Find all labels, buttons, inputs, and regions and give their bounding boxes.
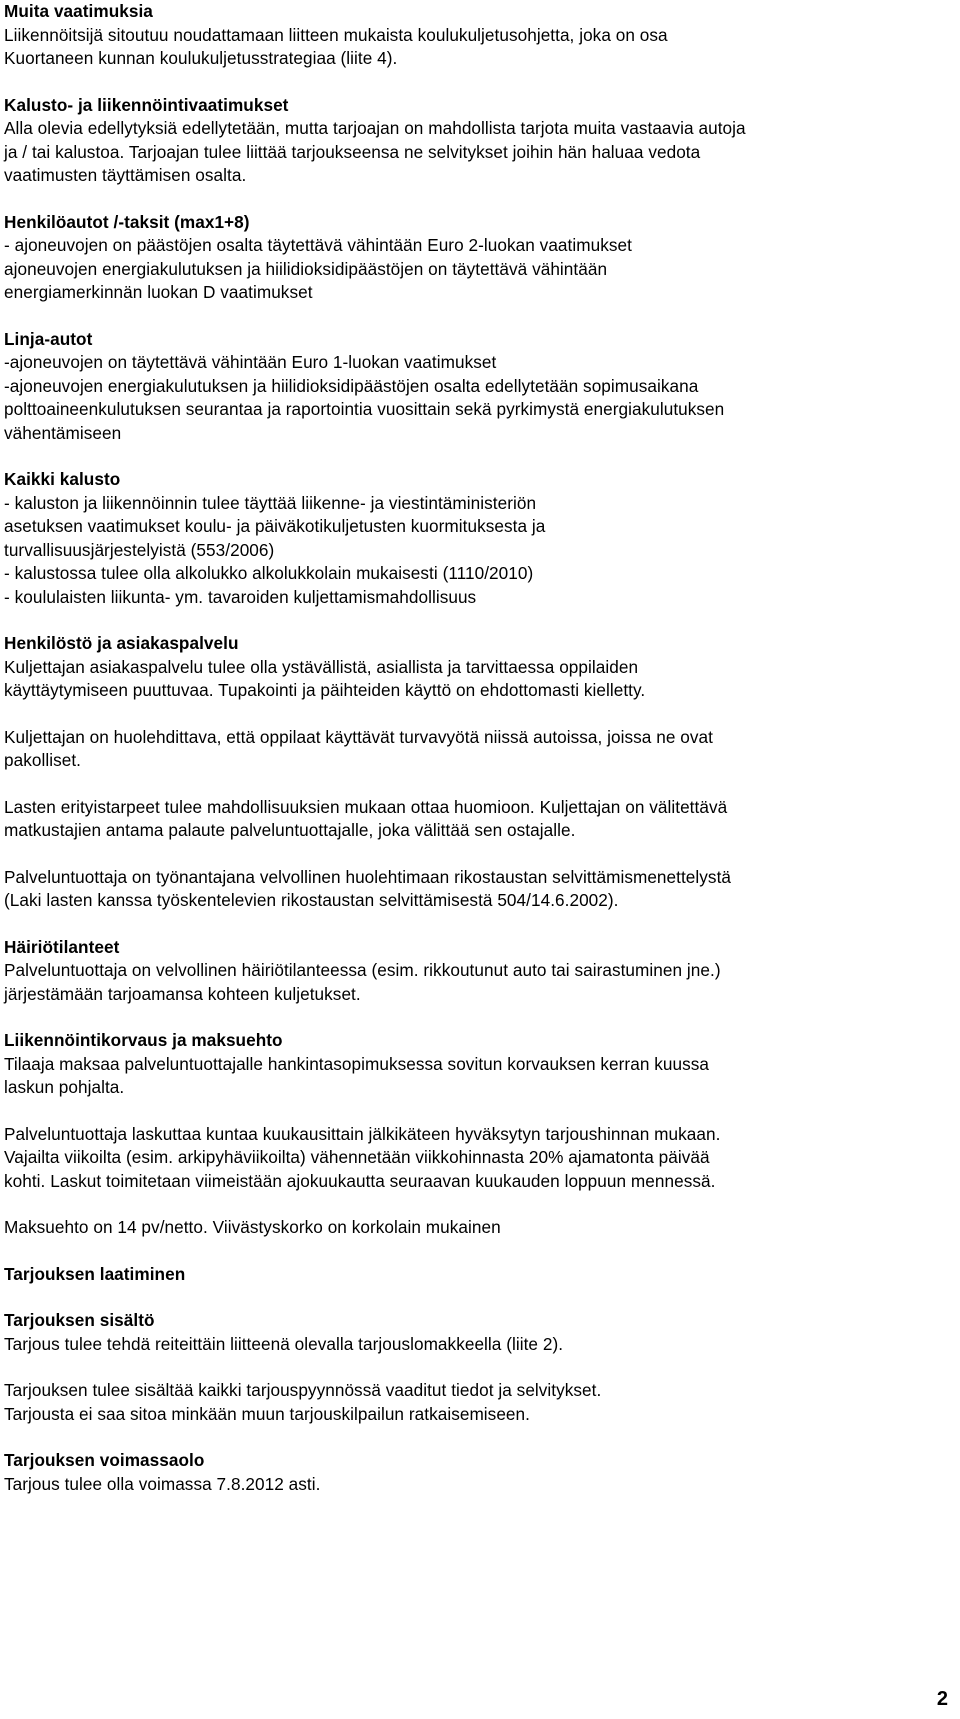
section-gap [4,609,954,632]
paragraph [4,1123,954,1194]
paragraph-gap [4,1193,954,1216]
paragraph [4,1379,954,1426]
text-line: vaatimusten täyttämisen osalta. [4,165,247,185]
section [4,0,954,71]
section [4,632,954,913]
text-line: turvallisuusjärjestelyistä (553/2006) [4,539,275,560]
section-heading: Kalusto- ja liikennöintivaatimukset [4,94,289,115]
text-line: vähentämiseen [4,422,122,443]
paragraph [4,492,954,610]
section-heading: Tarjouksen voimassaolo [4,1450,205,1470]
text-line: -ajoneuvojen on täytettävä vähintään Euro 1-luokan vaatimukset [4,352,497,372]
section [4,328,954,446]
text-line: - ajoneuvojen on päästöjen osalta täytettävä vähintään Euro 2-luokan vaatimukset [4,235,632,255]
section [4,936,954,1007]
section-heading: Tarjouksen sisältö [4,1310,155,1330]
text-line: (Laki lasten kanssa työskentelevien rikostaustan selvittämisestä 504/14.6.2002). [4,890,619,910]
section-gap [4,1286,954,1309]
paragraph [4,726,954,773]
paragraph [4,866,954,913]
text-line: -ajoneuvojen energiakulutuksen ja hiilidioksidipäästöjen osalta edellytetään sopimusaikana [4,375,699,396]
section-gap [4,1426,954,1449]
text-line: Liikennöitsijä sitoutuu noudattamaan liitteen mukaista koulukuljetusohjetta, joka on osa [4,24,668,45]
section-heading: Henkilöautot /-taksit (max1+8) [4,211,250,232]
section-heading: Kaikki kalusto [4,469,121,489]
text-line: - koululaisten liikunta- ym. tavaroiden kuljettamismahdollisuus [4,586,477,607]
text-line: matkustajien antama palaute palveluntuottajalle, joka välittää sen ostajalle. [4,820,576,840]
text-line: - kalustossa tulee olla alkolukko alkolukkolain mukaisesti (1110/2010) [4,563,534,583]
section [4,1029,954,1240]
paragraph [4,1333,954,1357]
text-line: pakolliset. [4,750,81,770]
paragraph [4,24,954,71]
text-line: Palveluntuottaja laskuttaa kuntaa kuukausittain jälkikäteen hyväksytyn tarjoushinnan mukaan. [4,1123,721,1144]
section [4,94,954,188]
section-heading: Henkilöstö ja asiakaspalvelu [4,633,239,653]
paragraph [4,656,954,703]
section [4,211,954,305]
section [4,1309,954,1426]
paragraph [4,796,954,843]
section-gap [4,445,954,468]
paragraph-gap [4,1356,954,1379]
section-gap [4,1006,954,1029]
section-gap [4,1240,954,1263]
section-gap [4,913,954,936]
text-line: Kuortaneen kunnan koulukuljetusstrategiaa (liite 4). [4,48,398,68]
text-line: Maksuehto on 14 pv/netto. Viivästyskorko on korkolain mukainen [4,1217,501,1237]
document-page [4,0,954,1496]
paragraph-gap [4,703,954,726]
text-line: Kuljettajan asiakaspalvelu tulee olla ystävällistä, asiallista ja tarvittaessa oppilaiden [4,656,639,677]
section-heading: Liikennöintikorvaus ja maksuehto [4,1030,283,1050]
section [4,1449,954,1496]
text-line: - kaluston ja liikennöinnin tulee täyttää liikenne- ja viestintäministeriön [4,492,537,513]
text-line: Vajailta viikoilta (esim. arkipyhäviikoilta) vähennetään viikkohinnasta 20% ajamatonta päivää [4,1147,710,1167]
text-line: Palveluntuottaja on velvollinen häiriötilanteessa (esim. rikkoutunut auto tai sairastuminen jne.) [4,960,721,980]
section [4,1263,954,1287]
text-line: energiamerkinnän luokan D vaatimukset [4,282,313,302]
text-line: Tarjousta ei saa sitoa minkään muun tarjouskilpailun ratkaisemiseen. [4,1403,530,1424]
paragraph [4,234,954,305]
text-line: kohti. Laskut toimitetaan viimeistään ajokuukautta seuraavan kuukauden loppuun mennessä. [4,1170,716,1191]
section-gap [4,71,954,94]
section-heading: Tarjouksen laatiminen [4,1263,186,1284]
section [4,468,954,609]
paragraph [4,1473,954,1497]
section-heading: Häiriötilanteet [4,936,120,957]
paragraph [4,117,954,188]
text-line: Tilaaja maksaa palveluntuottajalle hankintasopimuksessa sovitun korvauksen kerran kuussa [4,1053,710,1074]
paragraph [4,1053,954,1100]
text-line: laskun pohjalta. [4,1077,125,1097]
section-heading: Linja-autot [4,328,93,349]
text-line: järjestämään tarjoamansa kohteen kuljetukset. [4,983,361,1004]
text-line: Tarjouksen tulee sisältää kaikki tarjouspyynnössä vaaditut tiedot ja selvitykset. [4,1380,602,1400]
paragraph [4,959,954,1006]
text-line: Kuljettajan on huolehdittava, että oppilaat käyttävät turvavyötä niissä autoissa, joissa ne ovat [4,726,713,747]
text-line: ajoneuvojen energiakulutuksen ja hiilidioksidipäästöjen on täytettävä vähintään [4,258,608,279]
text-line: ja / tai kalustoa. Tarjoajan tulee liittää tarjoukseensa ne selvitykset joihin hän haluaa vedota [4,141,701,162]
text-line: Tarjous tulee tehdä reiteittäin liitteenä olevalla tarjouslomakkeella (liite 2). [4,1333,564,1354]
section-heading: Muita vaatimuksia [4,1,153,21]
page-number: 2 [936,1688,948,1710]
text-line: Tarjous tulee olla voimassa 7.8.2012 asti. [4,1473,321,1494]
text-line: Palveluntuottaja on työnantajana velvollinen huolehtimaan rikostaustan selvittämismenettelystä [4,866,732,887]
section-gap [4,188,954,211]
text-line: käyttäytymiseen puuttuvaa. Tupakointi ja päihteiden käyttö on ehdottomasti kielletty. [4,680,646,700]
section-gap [4,305,954,328]
paragraph-gap [4,843,954,866]
paragraph-gap [4,773,954,796]
paragraph [4,351,954,445]
text-line: Lasten erityistarpeet tulee mahdollisuuksien mukaan ottaa huomioon. Kuljettajan on välitettävä [4,796,728,817]
paragraph [4,1216,954,1240]
paragraph-gap [4,1100,954,1123]
text-line: asetuksen vaatimukset koulu- ja päiväkotikuljetusten kuormituksesta ja [4,516,546,536]
text-line: Alla olevia edellytyksiä edellytetään, mutta tarjoajan on mahdollista tarjota muita vastaavia autoja [4,118,746,138]
text-line: polttoaineenkulutuksen seurantaa ja raportointia vuosittain sekä pyrkimystä energiakulutuksen [4,399,725,419]
